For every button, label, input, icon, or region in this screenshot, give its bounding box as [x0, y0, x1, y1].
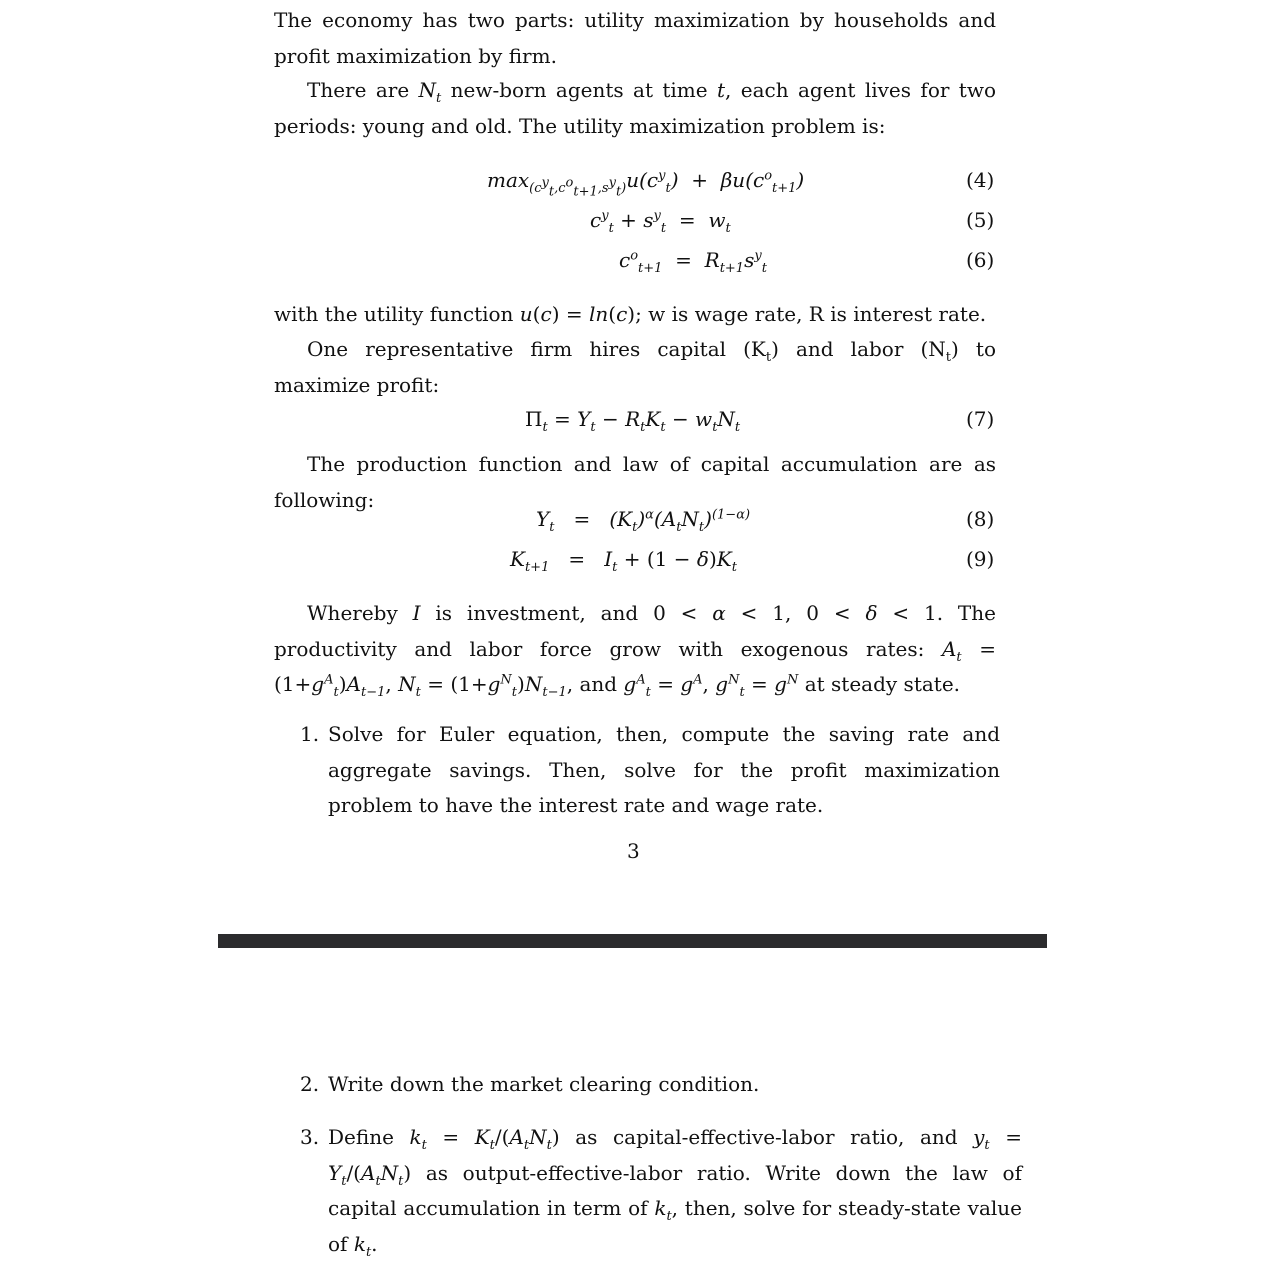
- production-intro: The production function and law of capital accumulation are as following:: [274, 452, 996, 512]
- equation-5: $c^y_t + s^y_t = w_t$: [590, 208, 731, 236]
- question-3-text: Define $k_t = K_t/(A_tN_t)$ as capital-effective-labor ratio, and $y_t = Y_t/(A_tN_t)$ as output-effective-labor ratio. Write down the law of capital accumulation in term of $k_t$, then, solve for steady-state value of $k_t$.: [328, 1125, 1022, 1260]
- question-1-text: Solve for Euler equation, then, compute the saving rate and aggregate savings. Then, solve for the profit maximization problem to have the interest rate and wage rate.: [328, 722, 1000, 817]
- equation-4-number: (4): [966, 168, 995, 192]
- page-number: 3: [627, 839, 640, 863]
- question-1: [300, 717, 1000, 824]
- question-2: [300, 1067, 1000, 1103]
- equation-7-number: (7): [966, 407, 995, 431]
- equation-8-number: (8): [966, 507, 995, 531]
- intro-paragraph: [274, 3, 996, 74]
- agents-paragraph: There are $N_t$ new-born agents at time t, each agent lives for two periods: young and old. The utility maximization problem is:: [274, 78, 996, 138]
- utility-function-paragraph: with the utility function u(c) = ln(c); w is wage rate, R is interest rate.: [274, 302, 987, 326]
- page-divider: [218, 934, 1047, 948]
- equation-6: $c^o_{t+1} = R_{t+1}s^y_t$: [619, 248, 767, 276]
- question-3-number: 3.: [300, 1125, 320, 1149]
- equation-7: $\Pi_t = Y_t - R_tK_t - w_tN_t$: [525, 407, 741, 435]
- question-2-number: 2.: [300, 1072, 320, 1096]
- whereby-paragraph: Whereby I is investment, and 0 < α < 1, 0 < δ < 1. The productivity and labor force grow with exogenous rates: $A_t = (1+g^A_t)A_{t-1}$, $N_t = (1+g^N_t)N_{t-1}$, and $g^A_t = g^A$, $g^N_t = g^N$ at steady state.: [274, 601, 996, 700]
- firm-paragraph: One representative firm hires capital $(K_t)$ and labor $(N_t)$ to maximize profit:: [274, 337, 996, 397]
- question-2-text: Write down the market clearing condition.: [328, 1072, 760, 1096]
- question-3: [300, 1120, 1022, 1262]
- equation-6-number: (6): [966, 248, 995, 272]
- equation-4: $\max_{(c^y_t,c^o_{t+1},s^y_t)}u(c^y_t) + \beta u(c^o_{t+1})$: [487, 168, 805, 200]
- equation-9-number: (9): [966, 547, 995, 571]
- equation-9: $K_{t+1}$ = $I_t + (1 - \delta)K_t$: [510, 547, 737, 575]
- question-1-number: 1.: [300, 722, 320, 746]
- equation-5-number: (5): [966, 208, 995, 232]
- intro-text: The economy has two parts: utility maximization by households and profit maximization by firm.: [274, 8, 996, 68]
- equation-8: $Y_t$ = $(K_t)^\alpha(A_tN_t)^{(1-\alpha)}$: [536, 507, 751, 535]
